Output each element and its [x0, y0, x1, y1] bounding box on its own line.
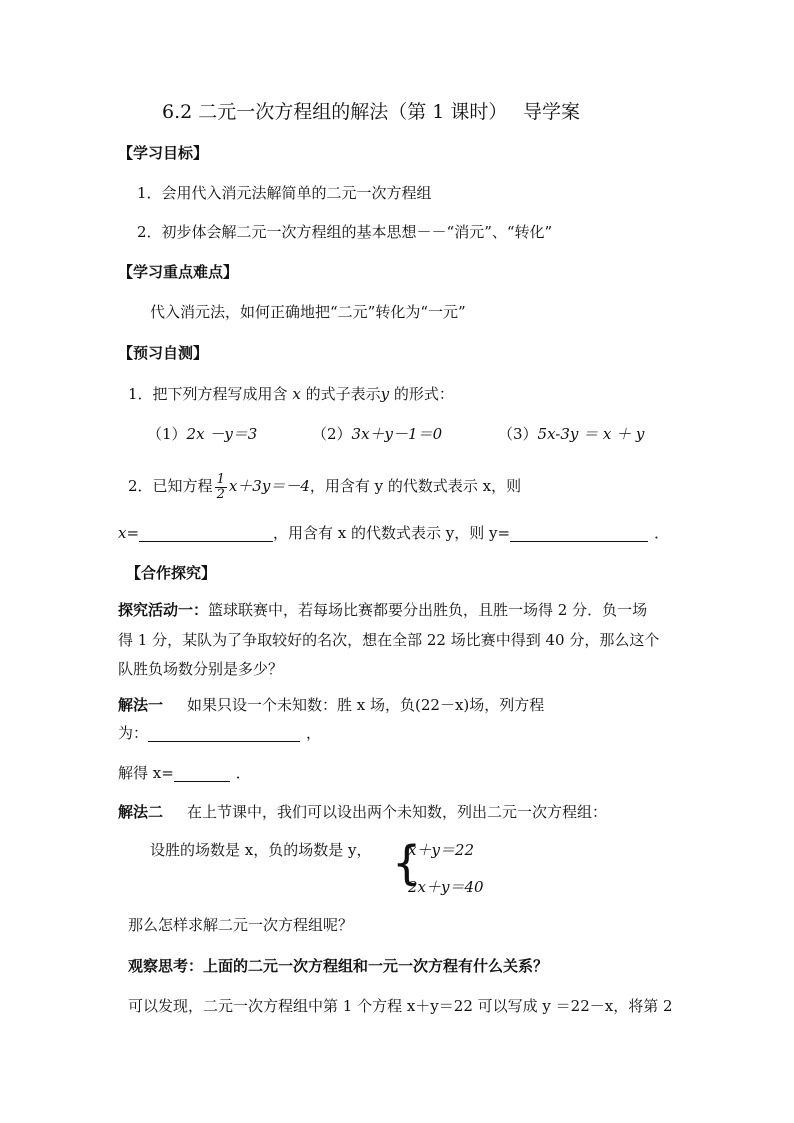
system-equation-2: 2x＋y＝40 — [408, 878, 484, 896]
preview-question-2 — [128, 468, 521, 504]
q2-x-label: x= — [118, 524, 140, 542]
q2-fraction-num: 1 — [216, 471, 225, 487]
q2-equation: x＋3y＝－4 — [228, 477, 310, 495]
method2-text: 在上节课中，我们可以设出两个未知数，列出二元一次方程组： — [187, 803, 608, 821]
method2-line-1 — [118, 802, 607, 822]
q2-fraction-den: 2 — [216, 486, 225, 502]
q2-number: 2． — [128, 477, 153, 495]
activity-label: 探究活动一： — [118, 601, 209, 619]
method1-line-2 — [118, 723, 321, 743]
method1-line2-end: ， — [306, 724, 322, 742]
method1-line3-end: ． — [235, 764, 251, 782]
method1-solution-label: 解得 x= — [118, 764, 174, 782]
q2-fraction — [215, 473, 227, 502]
question-text: 那么怎样求解二元一次方程组呢？ — [128, 916, 354, 934]
q1-item-3 — [498, 424, 644, 444]
q2-answer-end: ． — [654, 524, 670, 542]
method2-label: 解法二 — [118, 803, 164, 821]
section-preview-heading: 【预习自测】 — [118, 344, 209, 362]
goal-item-1: 1．会用代入消元法解简单的二元一次方程组 — [137, 184, 432, 202]
q1-item-2-expr: 3x＋y－1＝0 — [351, 425, 443, 443]
q2-text-pre: 已知方程 — [152, 477, 213, 495]
keypoint-text: 代入消元法，如何正确地把“二元”转化为“一元” — [150, 303, 466, 321]
system-brace: { — [392, 836, 422, 890]
method1-text: 如果只设一个未知数：胜 x 场，负(22－x)场，列方程 — [187, 696, 545, 714]
conclusion-text: 可以发现，二元一次方程组中第 1 个方程 x＋y＝22 可以写成 y ＝22－x，将第 2 — [128, 997, 673, 1015]
observe-text: 上面的二元一次方程组和一元一次方程有什么关系？ — [203, 957, 549, 975]
q2-x-blank[interactable] — [139, 525, 273, 542]
page-title: 6.2 二元一次方程组的解法（第 1 课时） 导学案 — [162, 101, 580, 123]
method2-setup: 设胜的场数是 x，负的场数是 y， — [150, 841, 372, 859]
q1-var-y: y — [380, 385, 390, 403]
method1-label: 解法一 — [118, 696, 164, 714]
activity-line-2: 得 1 分，某队为了争取较好的名次，想在全部 22 场比赛中得到 40 分，那么这个 — [118, 631, 660, 649]
q2-text-post: ，用含有 y 的代数式表示 x，则 — [309, 477, 522, 495]
q1-item-2 — [312, 424, 442, 444]
q1-item-3-label: （3） — [498, 425, 538, 443]
section-keypoints-heading: 【学习重点难点】 — [118, 263, 239, 281]
q1-item-2-label: （2） — [312, 425, 352, 443]
q1-text-mid: 的式子表示 — [300, 385, 381, 403]
q1-text-post: 的形式： — [389, 385, 454, 403]
observe-line — [128, 956, 548, 976]
method1-equation-label: 为： — [118, 724, 149, 742]
q1-item-1-expr: 2x －y＝3 — [186, 425, 258, 443]
q2-answer-mid: ，用含有 x 的代数式表示 y，则 y= — [273, 524, 511, 542]
q1-number: 1． — [128, 385, 153, 403]
q1-item-1 — [147, 424, 257, 444]
activity-text-1: 篮球联赛中，若每场比赛都要分出胜负，且胜一场得 2 分．负一场 — [208, 601, 648, 619]
preview-question-1 — [128, 384, 454, 404]
q1-text-pre: 把下列方程写成用含 — [152, 385, 293, 403]
system-equation-1: x＋y＝22 — [408, 841, 475, 859]
section-explore-heading: 【合作探究】 — [126, 564, 217, 582]
q2-answer-line — [118, 523, 669, 543]
section-goals-heading: 【学习目标】 — [118, 144, 209, 162]
activity-line-1 — [118, 600, 647, 620]
observe-label: 观察思考： — [128, 957, 204, 975]
q1-item-1-label: （1） — [147, 425, 187, 443]
q1-var-x: x — [292, 385, 301, 403]
method1-line-3 — [118, 763, 251, 783]
goal-item-2: 2．初步体会解二元一次方程组的基本思想－－“消元”、“转化” — [137, 223, 553, 241]
q2-y-blank[interactable] — [510, 525, 648, 542]
q1-item-3-expr: 5x-3y ＝ x ＋ y — [537, 425, 645, 443]
activity-line-3: 队胜负场数分别是多少？ — [118, 660, 284, 678]
method1-line-1 — [118, 695, 544, 715]
method1-solution-blank[interactable] — [174, 765, 230, 782]
method1-equation-blank[interactable] — [148, 725, 300, 742]
